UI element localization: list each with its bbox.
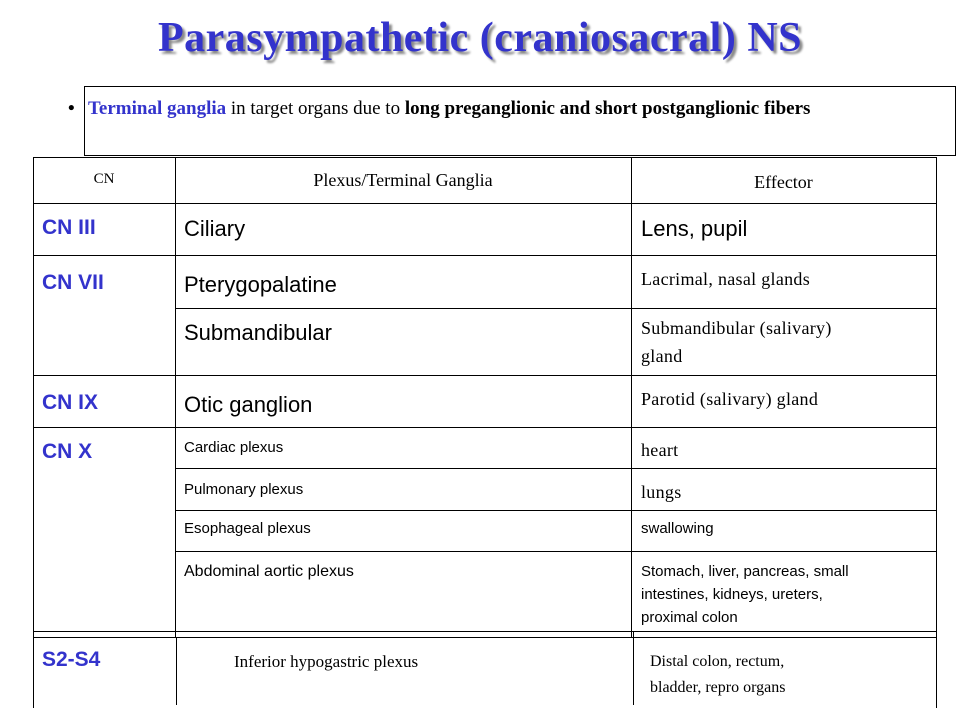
plexus-label: Abdominal aortic plexus [184,563,354,580]
sacral-effector: bladder, repro organs [650,679,786,696]
plexus-label: Otic ganglion [184,392,313,417]
bullet-emphasis: long preganglionic and short postganglionic fibers [404,98,811,119]
cn-label: CN IX [42,391,99,414]
bullet-text [68,97,948,120]
effector-label: swallowing [641,520,714,537]
effector-label: Parotid (salivary) gland [641,389,819,409]
plexus-label: Pulmonary plexus [184,481,304,498]
slide-title: Parasympathetic (craniosacral) NS [157,15,803,61]
plexus-label: Ciliary [184,216,246,241]
effector-label: intestines, kidneys, ureters, [641,586,823,603]
sacral-plexus: Inferior hypogastric plexus [234,652,419,671]
bullet-middle: in target organs due to [226,98,405,119]
cn-label: CN X [42,440,93,463]
cn-label: CN III [42,216,96,239]
plexus-label: Cardiac plexus [184,439,284,456]
plexus-label: Esophageal plexus [184,520,311,537]
effector-label: Lacrimal, nasal glands [641,269,811,289]
effector-label: heart [641,440,679,460]
effector-label: Submandibular (salivary) [641,318,832,338]
effector-label: Stomach, liver, pancreas, small [641,563,849,580]
bullet-term: Terminal ganglia [88,98,227,119]
bullet-dot-icon: • [68,98,75,119]
effector-label: lungs [641,482,682,502]
header-plexus: Plexus/Terminal Ganglia [313,170,493,190]
cn-label: CN VII [42,271,104,294]
effector-label: Lens, pupil [641,216,748,241]
header-cn: CN [93,171,115,187]
sacral-effector: Distal colon, rectum, [650,653,785,670]
plexus-label: Pterygopalatine [184,272,337,297]
sacral-label: S2-S4 [42,648,101,671]
plexus-label: Submandibular [184,320,332,345]
header-effector: Effector [754,172,813,192]
effector-label: gland [641,346,683,366]
effector-label: proximal colon [641,609,738,626]
